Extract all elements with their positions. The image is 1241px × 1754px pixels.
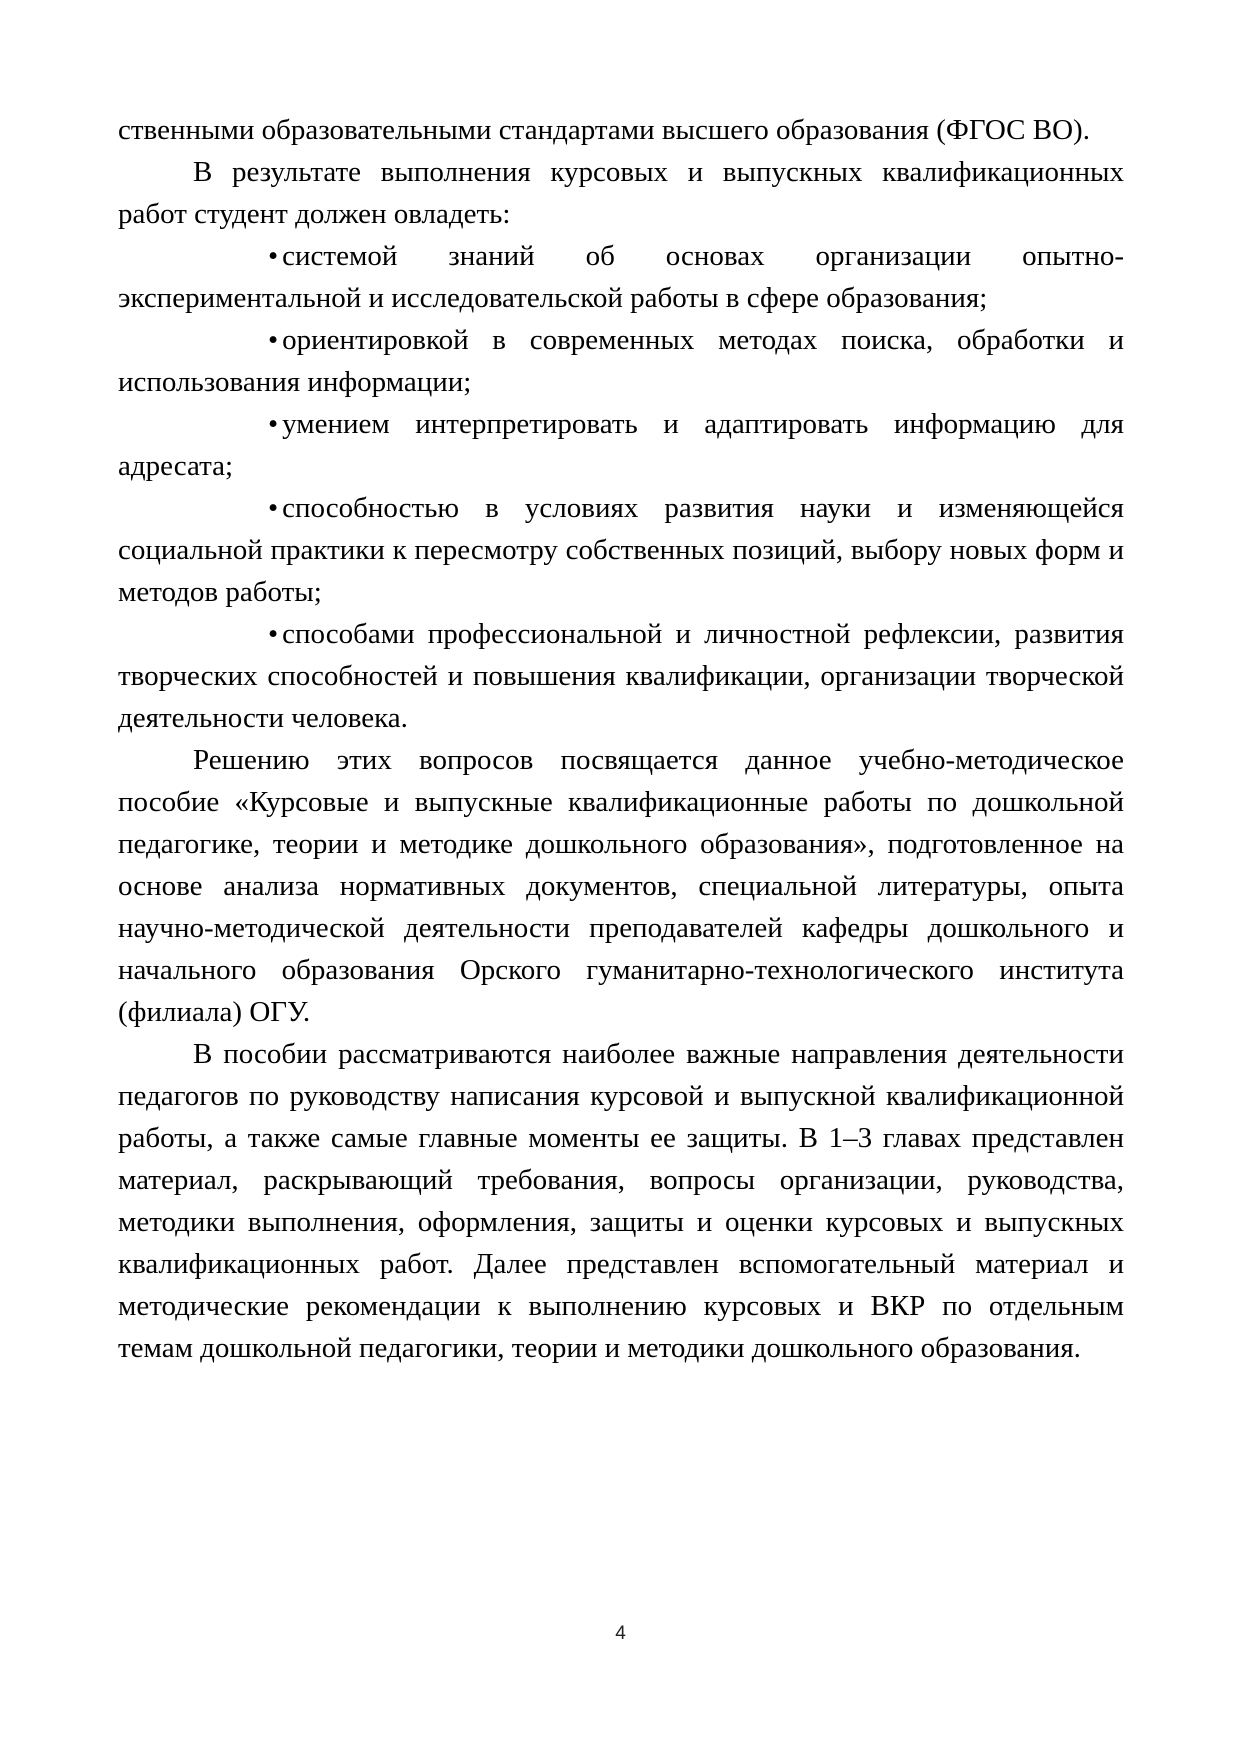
bullet-text: системой знаний об основах организации опытно-экспериментальной и исследовательской работы в сфере образования;	[118, 240, 1124, 314]
bullet-icon: •	[268, 240, 279, 272]
bullet-icon: •	[268, 408, 279, 440]
paragraph-manual-purpose: Решению этих вопросов посвящается данное учебно-методическое пособие «Курсовые и выпускные квалификационные работы по дошкольной педагогике, теории и методике дошкольного образования», подготовленное на основе анализа нормативных документов, специальной литературы, опыта научно-методической деятельности преподавателей кафедры дошкольного и начального образования Орского гуманитарно-технологического института (филиала) ОГУ.	[118, 744, 1124, 1028]
bullet-item	[118, 235, 1124, 319]
bullet-text: ориентировкой в современных методах поиска, обработки и использования информации;	[118, 324, 1124, 398]
bullet-icon: •	[268, 618, 279, 650]
paragraph-intro: В результате выполнения курсовых и выпускных квалификационных работ студент должен овладеть:	[118, 156, 1124, 230]
bullet-text: способностью в условиях развития науки и изменяющейся социальной практики к пересмотру собственных позиций, выбору новых форм и методов работы;	[118, 492, 1124, 608]
bullet-item	[118, 613, 1124, 739]
bullet-item	[118, 487, 1124, 613]
paragraph-continuation: ственными образовательными стандартами высшего образования (ФГОС ВО).	[118, 114, 1090, 146]
bullet-item	[118, 403, 1124, 487]
bullet-text: способами профессиональной и личностной рефлексии, развития творческих способностей и повышения квалификации, организации творческой деятельности человека.	[118, 618, 1124, 734]
bullet-text: умением интерпретировать и адаптировать информацию для адресата;	[118, 408, 1124, 482]
page-number: 4	[615, 1623, 626, 1644]
body-text	[118, 109, 1124, 1369]
bullet-icon: •	[268, 324, 279, 356]
paragraph-manual-contents: В пособии рассматриваются наиболее важные направления деятельности педагогов по руководству написания курсовой и выпускной квалификационной работы, а также самые главные моменты ее защиты. В 1–3 главах представлен материал, раскрывающий требования, вопросы организации, руководства, методики выполнения, оформления, защиты и оценки курсовых и выпускных квалификационных работ. Далее представлен вспомогательный материал и методические рекомендации к выполнению курсовых и ВКР по отдельным темам дошкольной педагогики, теории и методики дошкольного образования.	[118, 1038, 1124, 1364]
bullet-item	[118, 319, 1124, 403]
bullet-icon: •	[268, 492, 279, 524]
